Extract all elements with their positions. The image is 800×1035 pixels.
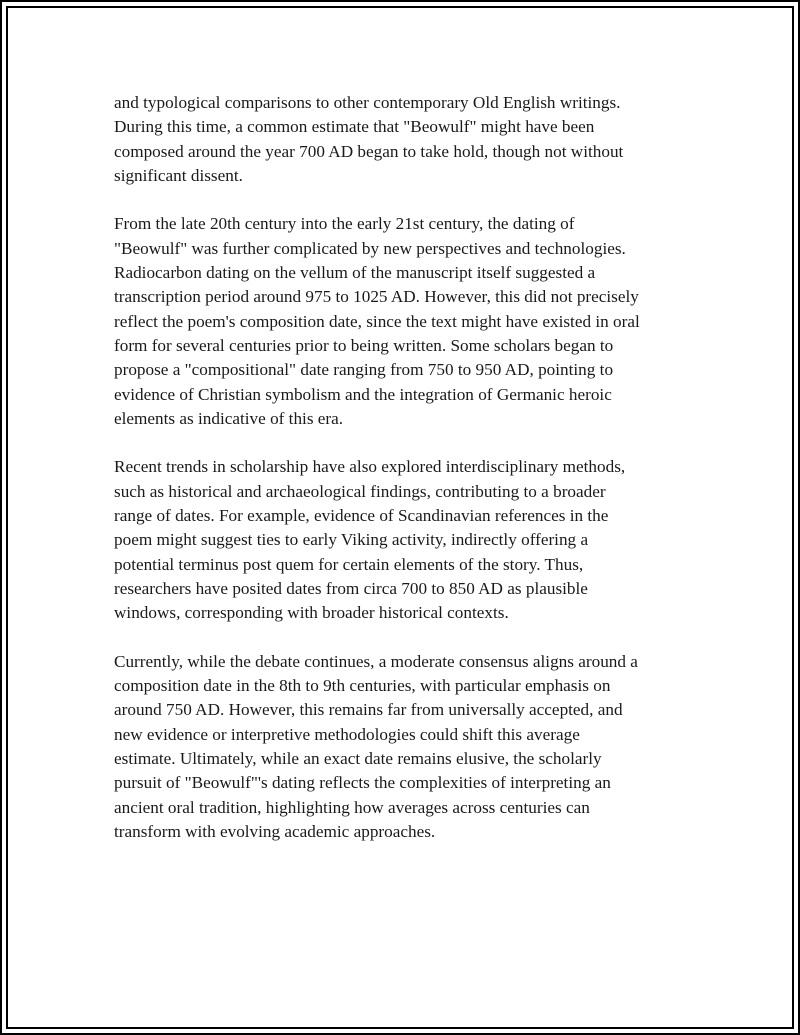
text-line: composition date in the 8th to 9th centuries, with particular emphasis on [114,676,611,696]
text-line: Recent trends in scholarship have also explored interdisciplinary methods, [114,457,626,477]
paragraph [114,650,694,844]
text-line: transform with evolving academic approaches. [114,821,436,841]
text-line: windows, corresponding with broader historical contexts. [114,603,509,623]
text-line: Radiocarbon dating on the vellum of the manuscript itself suggested a [114,263,596,283]
text-line: Currently, while the debate continues, a moderate consensus aligns around a [114,651,638,671]
text-line: reflect the poem's composition date, since the text might have existed in oral [114,311,640,331]
text-line: around 750 AD. However, this remains far from universally accepted, and [114,700,623,720]
text-line: ancient oral tradition, highlighting how averages across centuries can [114,797,590,817]
text-line: propose a "compositional" date ranging from 750 to 950 AD, pointing to [114,360,614,380]
document-body [114,91,694,844]
text-line: range of dates. For example, evidence of Scandinavian references in the [114,506,609,526]
text-line: poem might suggest ties to early Viking activity, indirectly offering a [114,530,589,550]
text-line: evidence of Christian symbolism and the integration of Germanic heroic [114,384,612,404]
text-line: potential terminus post quem for certain elements of the story. Thus, [114,554,584,574]
text-line: composed around the year 700 AD began to take hold, though not without [114,141,624,161]
text-line: significant dissent. [114,165,243,185]
text-line: From the late 20th century into the early 21st century, the dating of [114,214,575,234]
text-line: During this time, a common estimate that "Beowulf" might have been [114,117,595,137]
text-line: transcription period around 975 to 1025 AD. However, this did not precisely [114,287,639,307]
text-line: such as historical and archaeological findings, contributing to a broader [114,481,606,501]
text-line: new evidence or interpretive methodologies could shift this average [114,724,580,744]
text-line: and typological comparisons to other contemporary Old English writings. [114,93,621,112]
paragraph [114,455,694,625]
text-line: "Beowulf" was further complicated by new perspectives and technologies. [114,238,626,258]
text-line: estimate. Ultimately, while an exact date remains elusive, the scholarly [114,749,602,769]
text-line: form for several centuries prior to being written. Some scholars began to [114,335,614,355]
text-line: researchers have posited dates from circa 700 to 850 AD as plausible [114,578,588,598]
text-line: pursuit of "Beowulf"'s dating reflects the complexities of interpreting an [114,773,611,793]
text-line: elements as indicative of this era. [114,408,344,428]
paragraph [114,91,694,188]
paragraph [114,212,694,431]
